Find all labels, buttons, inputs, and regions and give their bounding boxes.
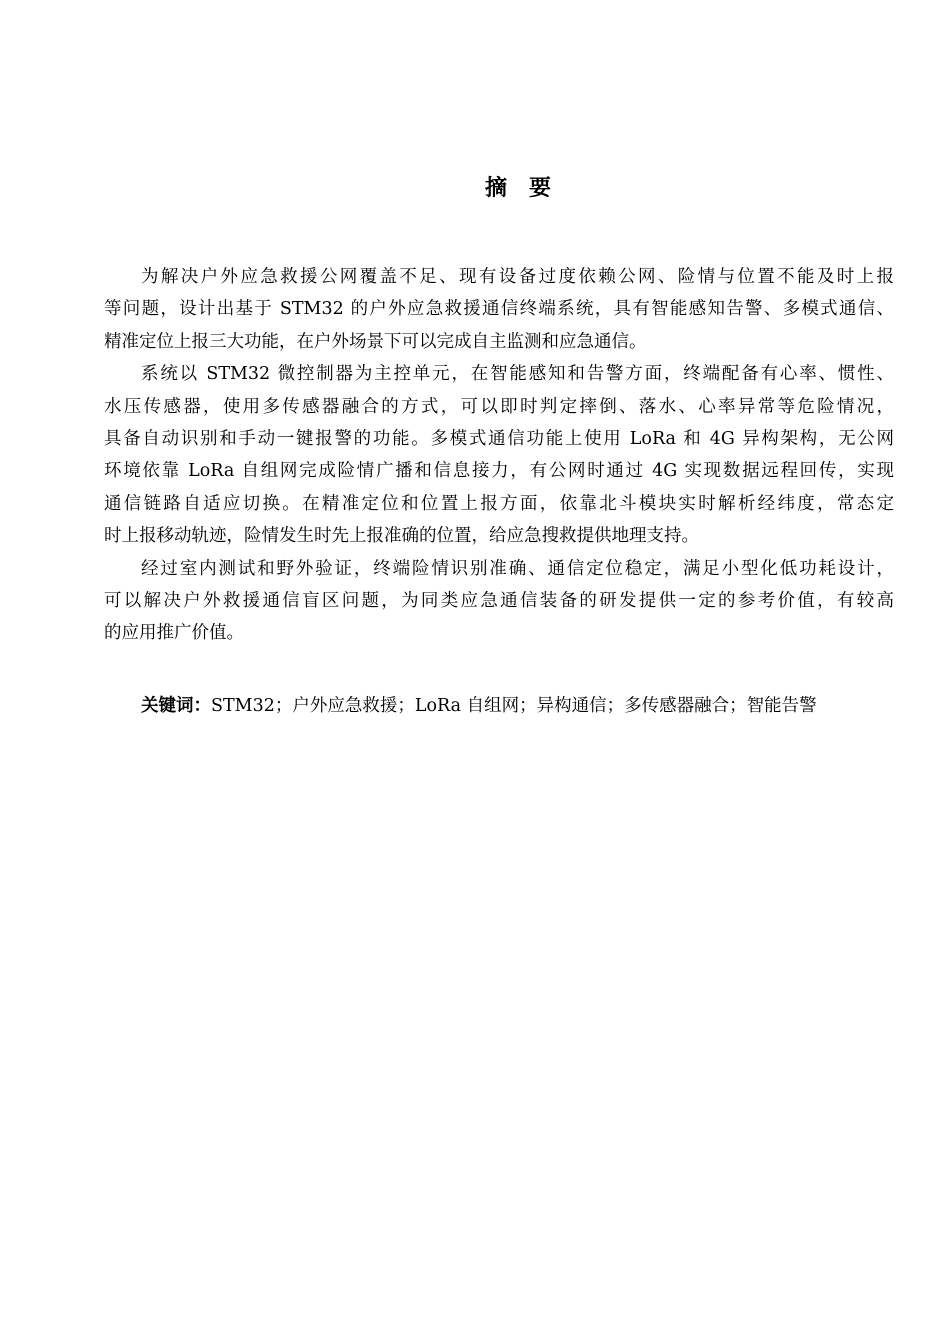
- text-line: 系统以 STM32 微控制器为主控单元，在智能感知和告警方面，终端配备有心率、惯性、: [141, 364, 894, 385]
- text-line: 时上报移动轨迹，险情发生时先上报准确的位置，给应急搜救提供地理支持。: [104, 526, 699, 547]
- text-line: 等问题，设计出基于 STM32 的户外应急救援通信终端系统，具有智能感知告警、多模式通信、: [104, 299, 894, 320]
- keywords-line: [141, 690, 817, 722]
- text-line: 为解决户外应急救援公网覆盖不足、现有设备过度依赖公网、险情与位置不能及时上报: [141, 267, 894, 287]
- abstract-title: 摘 要: [484, 176, 551, 201]
- text-line: 经过室内测试和野外验证，终端险情识别准确、通信定位稳定，满足小型化低功耗设计，: [141, 558, 894, 579]
- text-line: 精准定位上报三大功能，在户外场景下可以完成自主监测和应急通信。: [104, 331, 647, 352]
- keywords-label: 关键词：: [141, 696, 211, 716]
- text-line: 通信链路自适应切换。在精准定位和位置上报方面，依靠北斗模块实时解析经纬度，常态定: [104, 493, 894, 514]
- text-line: 环境依靠 LoRa 自组网完成险情广播和信息接力，有公网时通过 4G 实现数据远程回传，实现: [104, 461, 894, 482]
- keywords-text: STM32；户外应急救援；LoRa 自组网；异构通信；多传感器融合；智能告警: [211, 696, 817, 716]
- paragraph-1: [104, 261, 894, 358]
- text-line: 的应用推广价值。: [104, 623, 244, 644]
- text-line: 水压传感器，使用多传感器融合的方式，可以即时判定摔倒、落水、心率异常等危险情况，: [104, 396, 894, 417]
- paragraph-2: [104, 358, 894, 552]
- paragraph-3: [104, 553, 894, 650]
- text-line: 可以解决户外救援通信盲区问题，为同类应急通信装备的研发提供一定的参考价值，有较高: [104, 590, 894, 611]
- abstract-body: [104, 261, 894, 650]
- text-line: 具备自动识别和手动一键报警的功能。多模式通信功能上使用 LoRa 和 4G 异构架构，无公网: [104, 428, 894, 449]
